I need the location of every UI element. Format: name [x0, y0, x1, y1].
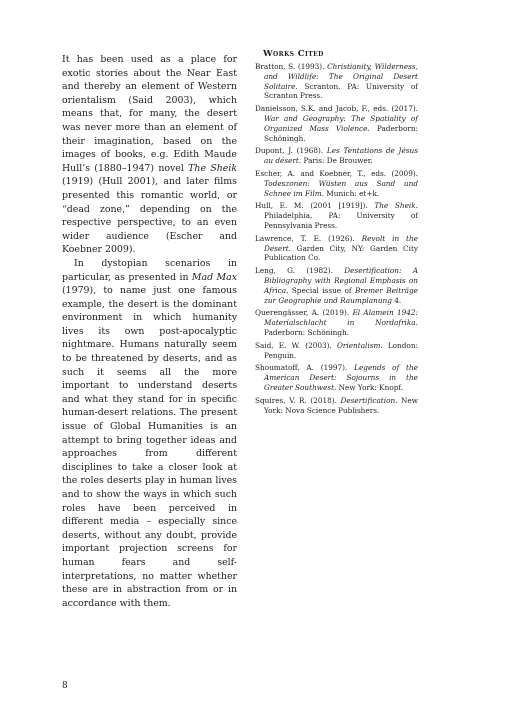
works-cited-section — [255, 49, 418, 418]
italic-title: Mad Max — [191, 271, 237, 283]
reference-entry — [255, 308, 418, 337]
text-run: . Philadelphia, PA: University of Pennsylvania Press. — [264, 201, 418, 230]
text-run: (1919) (Hull 2001), and later films presented this romantic world, or “dead zone,” depending on the respective perspective, to an even wider audience (Escher and Koebner 2009). — [62, 176, 237, 256]
reference-entry — [255, 363, 418, 392]
text-run: (1979), to name just one famous example, the desert is the dominant environment in which humanity lives its own post-apocalyptic nightmare. Humans naturally seem to be threatened by deserts, and as such it seems all the more important to understand deserts and what they stand for in specific human-desert relations. The present issue of Global Humanities is an attempt to bring together ideas and approaches from different disciplines to take a closer look at the roles deserts play in human lives and to show the ways in which such roles have been perceived in different media – especially since deserts, without any doubt, provide important projection screens for human fears and self-interpretations, no matter whether these are in abstraction from or in accordance with them. — [62, 285, 237, 609]
italic-title: Les Tentations de Jésus au désert — [264, 146, 418, 166]
text-run: It has been used as a place for exotic stories about the Near East and thereby an element of Western orientalism (Said 2003), which means that, for many, the desert was never more than an element of their imagination, based on the images of books, e.g. Edith Maude Hull’s (1880–1947) novel — [62, 54, 237, 174]
italic-title: Orientalism — [336, 340, 381, 350]
reference-entry — [255, 62, 418, 101]
body-paragraph — [62, 53, 237, 257]
italic-title: The Sheik — [374, 201, 416, 211]
italic-title: Todeszonen: Wüsten aus Sand und Schnee im Film — [264, 178, 418, 198]
reference-entry — [255, 234, 418, 263]
reference-entry — [255, 396, 418, 416]
text-run: Said, E. W. (2003). — [255, 340, 337, 350]
text-run: In dystopian scenarios in particular, as presented in — [62, 257, 237, 283]
text-run: . Scranton, PA: University of Scranton Press. — [264, 81, 418, 101]
body-paragraph — [62, 257, 237, 610]
text-run: . New York: Nova Science Publishers. — [264, 395, 418, 415]
text-run: Lawrence, T. E. (1926). — [255, 233, 362, 243]
italic-title: Desertification — [340, 395, 396, 405]
italic-title: Bremer Beiträge zur Geographie und Raumplanung — [264, 285, 418, 305]
works-cited-heading: Works Cited — [263, 49, 324, 59]
text-run: Hull, E. M. (2001 [1919]). — [255, 201, 375, 211]
italic-title: Legends of the American Desert: Sojourns in the Greater Southwest — [264, 363, 419, 392]
page-number: 8 — [62, 681, 68, 691]
text-run: . Paderborn: Schöningh. — [264, 318, 418, 337]
italic-title: The Sheik — [188, 162, 238, 174]
text-run: Leng, G. (1982). — [255, 266, 345, 276]
text-run: Bratton, S. (1993). — [255, 62, 328, 71]
body-text-column — [62, 53, 237, 610]
italic-title: War and Geography: The Spatiality of Organized Mass Violence — [264, 113, 418, 133]
text-run: Dupont, J. (1968). — [255, 146, 327, 156]
text-run: . Garden City, NY: Garden City Publication Co. — [264, 243, 418, 263]
text-run: . Munich: et+k. — [321, 188, 380, 198]
reference-entry — [255, 201, 418, 230]
text-run: Danielsson, S.K. and Jacob, F., eds. (2017). — [255, 104, 418, 114]
works-cited-list — [255, 62, 418, 415]
reference-entry — [255, 104, 418, 143]
text-run: 4. — [391, 295, 402, 305]
reference-entry — [255, 341, 418, 361]
text-run: Squires, V. R. (2018). — [255, 395, 341, 405]
reference-entry — [255, 146, 418, 166]
italic-title: El Alamein 1942: Materialschlacht in Nordafrika — [264, 308, 418, 328]
italic-title: Revolt in the Desert — [264, 233, 419, 253]
text-run: Querengässer, A. (2019). — [255, 308, 353, 318]
text-run: . Paderborn: Schöningh. — [264, 123, 418, 143]
text-run: . New York: Knopf. — [334, 382, 404, 392]
reference-entry — [255, 266, 418, 305]
text-run: . London: Penguin. — [264, 340, 418, 360]
reference-entry — [255, 169, 418, 198]
text-run: Escher, A. and Koebner, T., eds. (2009). — [255, 168, 418, 178]
text-run: . Paris: De Brouwer. — [298, 156, 373, 166]
text-run: Shoumatoff, A. (1997). — [255, 363, 355, 373]
italic-title: Desertification: A Bibliography with Regional Emphasis on Africa — [264, 266, 418, 295]
italic-title: Christianity, Wilderness, and Wildlife: The Original Desert Solitaire — [264, 62, 418, 91]
text-run: , Special issue of — [286, 285, 355, 295]
